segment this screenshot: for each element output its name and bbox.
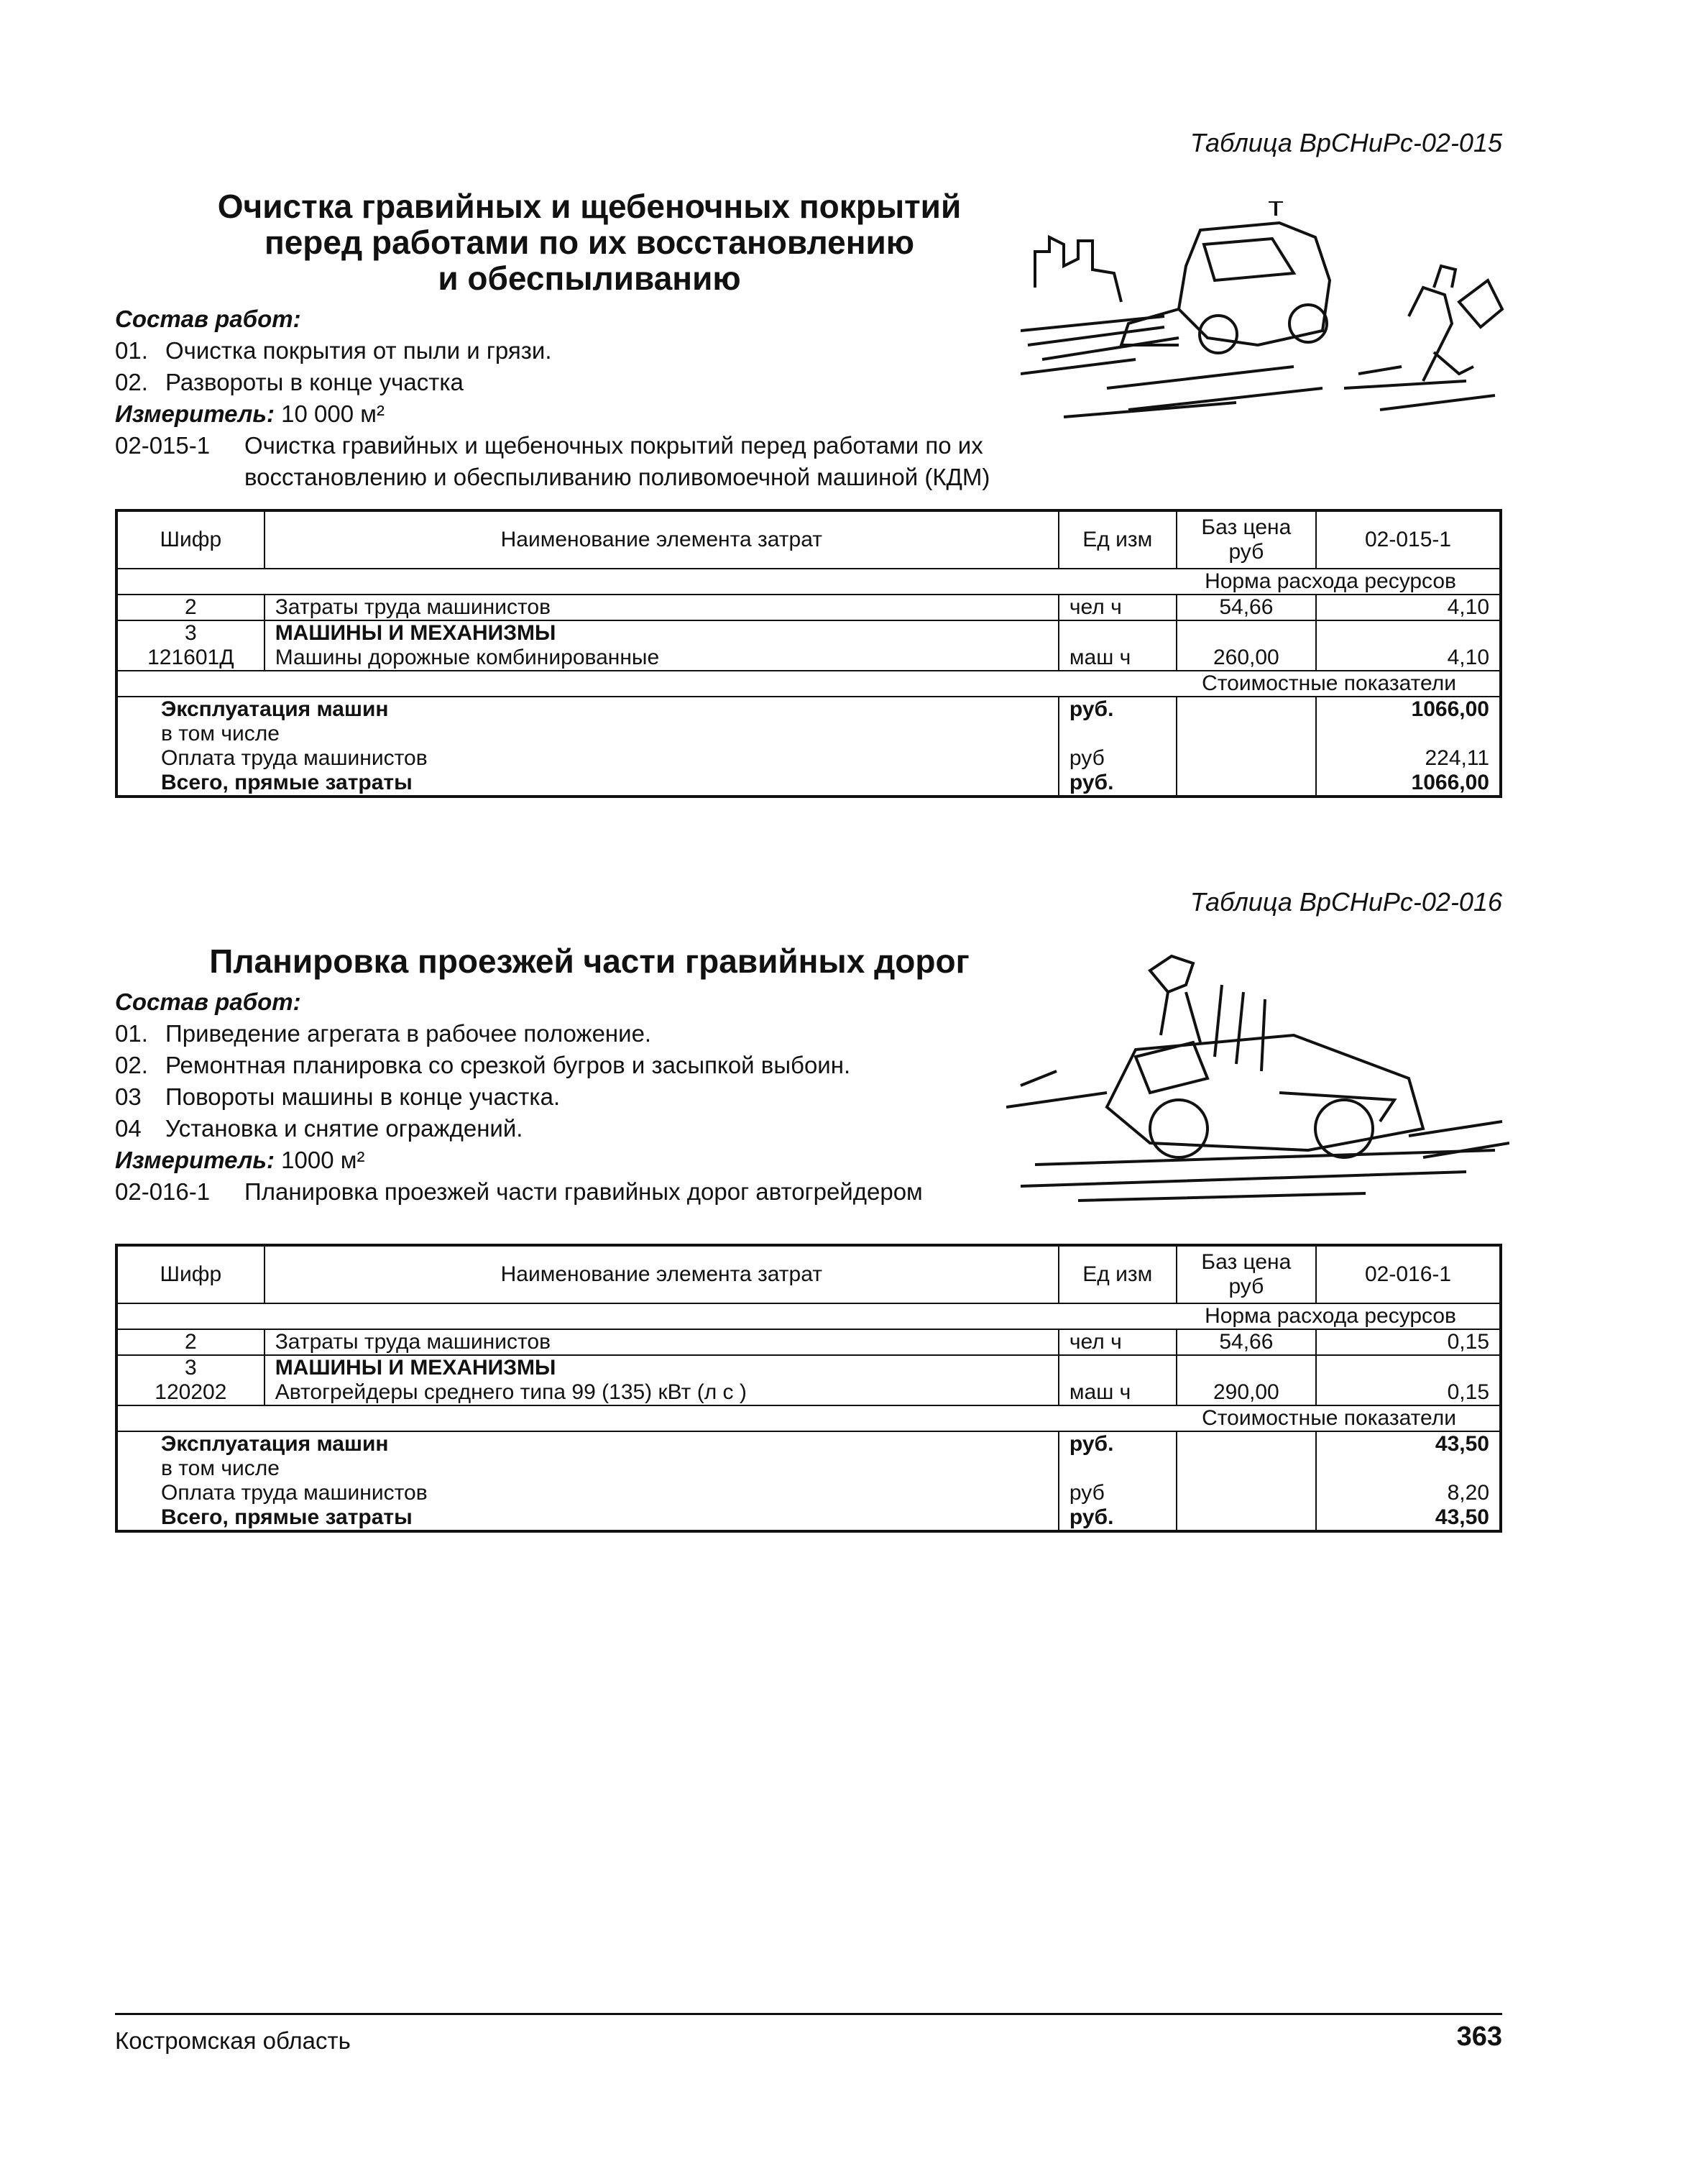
cell-base-price: 290,00 (1177, 1380, 1316, 1405)
cell-unit: маш ч (1059, 646, 1177, 671)
cell-name: МАШИНЫ И МЕХАНИЗМЫ (264, 1355, 1059, 1380)
cell-base-price (1177, 1355, 1316, 1380)
cell-name: Затраты труда машинистов (264, 595, 1059, 620)
cost-unit (1059, 1456, 1177, 1481)
cost-base (1177, 1481, 1316, 1505)
cost-unit: руб. (1059, 1431, 1177, 1456)
measure-line (115, 398, 990, 430)
cell-unit: маш ч (1059, 1380, 1177, 1405)
resource-norm-table (115, 1244, 1502, 1533)
step-text: Повороты машины в конце участка. (165, 1083, 561, 1110)
header-name: Наименование элемента затрат (264, 1245, 1059, 1303)
cost-name: Оплата труда машинистов (116, 1481, 1059, 1505)
cell-name: Машины дорожные комбинированные (264, 646, 1059, 671)
title-line: Очистка гравийных и щебеночных покрытий (217, 188, 962, 225)
cost-base (1177, 1456, 1316, 1481)
cell-name: МАШИНЫ И МЕХАНИЗМЫ (264, 620, 1059, 646)
cost-name: Оплата труда машинистов (116, 746, 1059, 771)
cell-value (1316, 1355, 1501, 1380)
step-text: Ремонтная планировка со срезкой бугров и засыпкой выбоин. (165, 1052, 851, 1078)
header-code: Шифр (116, 510, 264, 569)
step-text: Развороты в конце участка (165, 369, 464, 395)
cell-code: 120202 (116, 1380, 264, 1405)
header-unit: Ед изм (1059, 1245, 1177, 1303)
cost-row (116, 1456, 1501, 1481)
cost-unit: руб (1059, 746, 1177, 771)
cost-value (1316, 1456, 1501, 1481)
section-header-row (116, 1405, 1501, 1431)
item-text-cont: восстановлению и обеспыливанию поливомоечной машиной (КДМ) (244, 464, 990, 490)
cost-name: в том числе (116, 1456, 1059, 1481)
cost-base (1177, 746, 1316, 771)
section-header-row (116, 1303, 1501, 1329)
cell-base-price: 54,66 (1177, 595, 1316, 620)
header-norm-code: 02-015-1 (1316, 510, 1501, 569)
cell-value: 4,10 (1316, 595, 1501, 620)
cost-value: 43,50 (1316, 1505, 1501, 1531)
table-code: Таблица ВрСНиРс-02-016 (1190, 887, 1502, 917)
step-number: 02. (115, 1052, 148, 1078)
section-title (144, 188, 1035, 296)
step-text: Приведение агрегата в рабочее положение. (165, 1020, 652, 1047)
table-row (116, 1329, 1501, 1355)
header-code: Шифр (116, 1245, 264, 1303)
footer-divider (115, 2013, 1502, 2015)
cell-code: 3 (116, 620, 264, 646)
code-item (115, 430, 990, 493)
cost-unit (1059, 722, 1177, 746)
code-item (115, 1176, 923, 1208)
cost-base (1177, 697, 1316, 722)
cost-name: Всего, прямые затраты (116, 1505, 1059, 1531)
work-step (115, 1018, 923, 1050)
step-number: 02. (115, 369, 148, 395)
cost-value (1316, 722, 1501, 746)
cost-row (116, 746, 1501, 771)
table-code: Таблица ВрСНиРс-02-015 (1190, 128, 1502, 157)
item-code: 02-016-1 (115, 1178, 211, 1205)
section-header-row (116, 569, 1501, 595)
cost-name: в том числе (116, 722, 1059, 746)
cell-unit: чел ч (1059, 1329, 1177, 1355)
header-base-price: Баз цена руб (1177, 510, 1316, 569)
section-header-row (116, 671, 1501, 697)
cell-code: 2 (116, 595, 264, 620)
item-text: Планировка проезжей части гравийных дорог автогрейдером (244, 1178, 923, 1205)
cell-base-price (1177, 620, 1316, 646)
work-step (115, 1050, 923, 1081)
title-line: Планировка проезжей части гравийных дорог (209, 942, 970, 980)
cost-row (116, 1481, 1501, 1505)
measure-value: 1000 м² (281, 1147, 365, 1173)
norm-section-header: Норма расхода ресурсов (116, 1303, 1501, 1329)
cost-row (116, 722, 1501, 746)
cost-unit: руб (1059, 1481, 1177, 1505)
work-step (115, 367, 990, 398)
title-line: перед работами по их восстановлению (264, 224, 915, 261)
cost-row (116, 1505, 1501, 1531)
title-line: и обеспыливанию (438, 260, 741, 297)
norm-section-header: Норма расхода ресурсов (116, 569, 1501, 595)
section-body (115, 303, 990, 493)
page-number: 363 (1456, 2022, 1502, 2052)
cell-base-price: 260,00 (1177, 646, 1316, 671)
cost-base (1177, 1505, 1316, 1531)
item-code: 02-015-1 (115, 432, 211, 459)
step-number: 04 (115, 1115, 142, 1142)
cost-value: 43,50 (1316, 1431, 1501, 1456)
section-title (144, 943, 1035, 979)
header-norm-code: 02-016-1 (1316, 1245, 1501, 1303)
step-number: 01. (115, 337, 148, 364)
cost-name: Всего, прямые затраты (116, 771, 1059, 797)
cost-base (1177, 771, 1316, 797)
cell-value: 0,15 (1316, 1329, 1501, 1355)
cell-code: 2 (116, 1329, 264, 1355)
cost-unit: руб. (1059, 1505, 1177, 1531)
cell-name: Затраты труда машинистов (264, 1329, 1059, 1355)
cell-name: Автогрейдеры среднего типа 99 (135) кВт (л с ) (264, 1380, 1059, 1405)
motor-grader-illustration (1006, 949, 1509, 1208)
cost-base (1177, 722, 1316, 746)
step-number: 01. (115, 1020, 148, 1047)
step-text: Установка и снятие ограждений. (165, 1115, 523, 1142)
header-base-price: Баз цена руб (1177, 1245, 1316, 1303)
cell-code: 121601Д (116, 646, 264, 671)
composition-label: Состав работ: (115, 306, 301, 332)
cell-base-price: 54,66 (1177, 1329, 1316, 1355)
cell-value: 4,10 (1316, 646, 1501, 671)
work-step (115, 335, 990, 367)
header-unit: Ед изм (1059, 510, 1177, 569)
measure-value: 10 000 м² (281, 400, 385, 427)
item-text: Очистка гравийных и щебеночных покрытий перед работами по их (244, 432, 983, 459)
table-row (116, 1355, 1501, 1380)
table-row (116, 646, 1501, 671)
cell-value: 0,15 (1316, 1380, 1501, 1405)
cost-row (116, 771, 1501, 797)
cell-value (1316, 620, 1501, 646)
cost-value: 1066,00 (1316, 697, 1501, 722)
work-step (115, 1081, 923, 1113)
cost-base (1177, 1431, 1316, 1456)
table-row (116, 595, 1501, 620)
cost-section-header: Стоимостные показатели (116, 671, 1501, 697)
cell-unit: чел ч (1059, 595, 1177, 620)
resource-norm-table (115, 509, 1502, 798)
cell-code: 3 (116, 1355, 264, 1380)
cost-unit: руб. (1059, 771, 1177, 797)
cost-name: Эксплуатация машин (116, 697, 1059, 722)
table-row (116, 1380, 1501, 1405)
cost-value: 224,11 (1316, 746, 1501, 771)
cost-value: 1066,00 (1316, 771, 1501, 797)
cell-unit (1059, 620, 1177, 646)
step-text: Очистка покрытия от пыли и грязи. (165, 337, 552, 364)
footer-region: Костромская область (115, 2027, 351, 2054)
header-name: Наименование элемента затрат (264, 510, 1059, 569)
cost-name: Эксплуатация машин (116, 1431, 1059, 1456)
measure-label: Измеритель: (115, 1147, 275, 1173)
table-row (116, 620, 1501, 646)
measure-label: Измеритель: (115, 400, 275, 427)
cost-row (116, 697, 1501, 722)
measure-line (115, 1144, 923, 1176)
cost-value: 8,20 (1316, 1481, 1501, 1505)
step-number: 03 (115, 1083, 142, 1110)
road-sweeper-illustration (1021, 201, 1509, 431)
section-body (115, 986, 923, 1208)
cost-row (116, 1431, 1501, 1456)
cost-section-header: Стоимостные показатели (116, 1405, 1501, 1431)
cell-unit (1059, 1355, 1177, 1380)
composition-label: Состав работ: (115, 988, 301, 1015)
cost-unit: руб. (1059, 697, 1177, 722)
work-step (115, 1113, 923, 1144)
